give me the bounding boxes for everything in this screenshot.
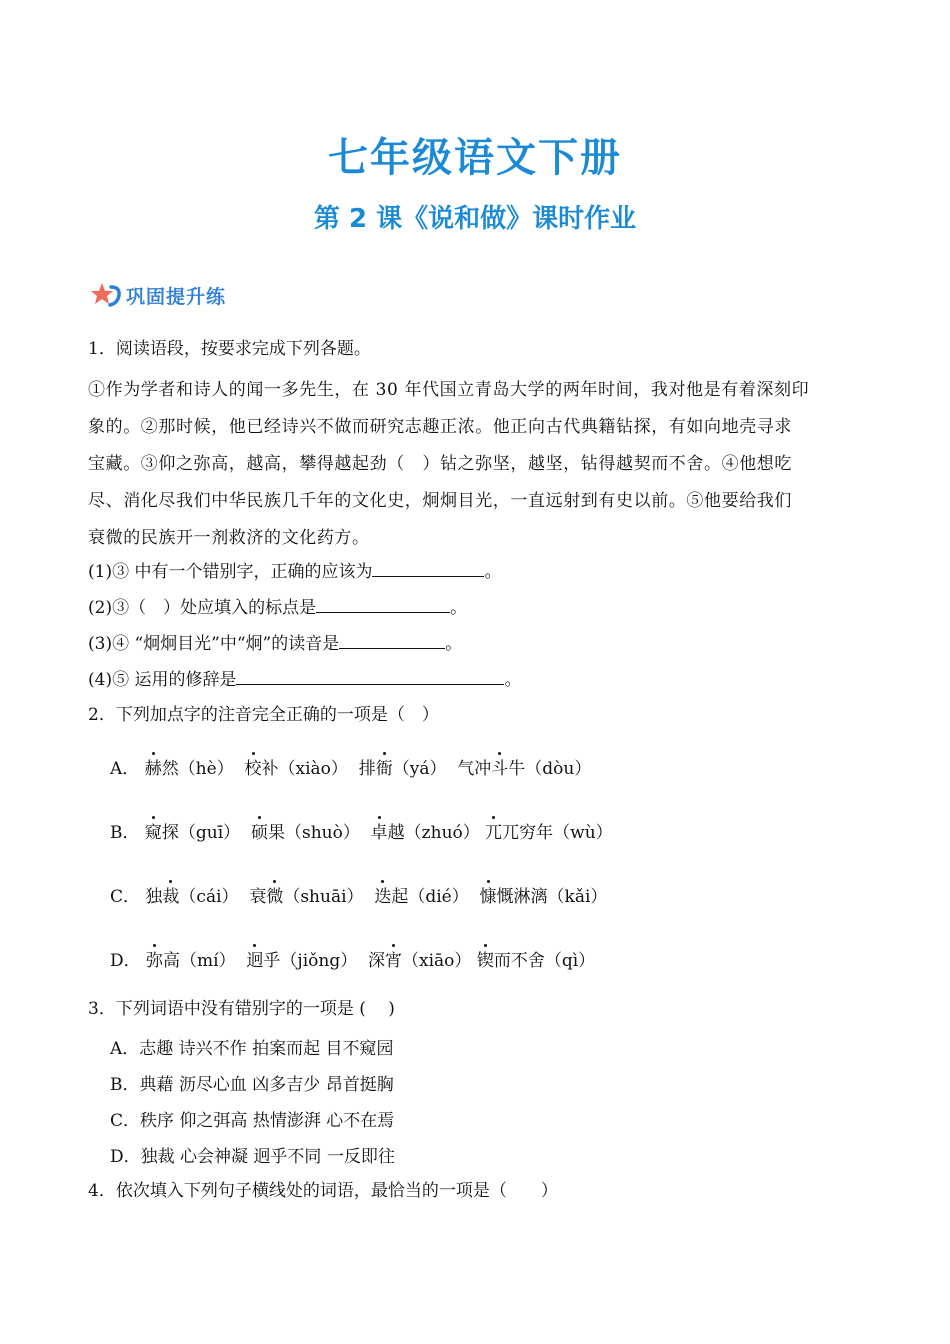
- answer-blank[interactable]: [316, 596, 450, 613]
- period: 。: [445, 634, 463, 654]
- q1-sub2: [88, 596, 467, 619]
- q1-stem: 1．阅读语段，按要求完成下列各题。: [88, 339, 371, 359]
- q1-sub2-text: (2)③（ ）处应填入的标点是: [88, 598, 317, 618]
- q2-option-d[interactable]: D． 弥高（mí） 迥乎（jiǒng） 深宵（xiāo） 锲而不舍（qì）: [110, 951, 596, 971]
- q1-sub3: [88, 632, 462, 655]
- q3-option-a[interactable]: A．志趣 诗兴不作 拍案而起 目不窥园: [110, 1039, 394, 1059]
- q2-option-b[interactable]: B． 窥探（guī） 硕果（shuò） 卓越（zhuó） 兀兀穷年（wù）: [110, 823, 613, 843]
- q3-option-b[interactable]: B．典藉 沥尽心血 凶多吉少 昂首挺胸: [110, 1075, 394, 1095]
- period: 。: [450, 598, 468, 618]
- q1-sub3-text: (3)④ “炯炯目光”中“炯”的读音是: [88, 634, 340, 654]
- q1-sub4: [88, 668, 521, 691]
- q1-passage-line: 象的。②那时候，他已经诗兴不做而研究志趣正浓。他正向古代典籍钻探，有如向地壳寻求: [88, 417, 792, 437]
- q1-sub4-text: (4)⑤ 运用的修辞是: [88, 670, 237, 690]
- q1-passage-line: ①作为学者和诗人的闻一多先生，在 30 年代国立青岛大学的两年时间，我对他是有着深刻印: [88, 380, 810, 400]
- star-badge-icon: [90, 281, 124, 309]
- q2-stem: 2．下列加点字的注音完全正确的一项是（ ）: [88, 705, 439, 725]
- section-label: 巩固提升练: [126, 285, 227, 308]
- page-title: 七年级语文下册: [328, 135, 622, 181]
- period: 。: [484, 562, 502, 582]
- section-header: [90, 280, 226, 310]
- answer-blank[interactable]: [372, 560, 484, 577]
- q1-sub1: [88, 560, 501, 583]
- q1-sub1-text: (1)③ 中有一个错别字，正确的应该为: [88, 562, 373, 582]
- answer-blank[interactable]: [339, 632, 445, 649]
- q3-option-d[interactable]: D．独裁 心会神凝 迥乎不同 一反即往: [110, 1147, 395, 1167]
- q1-passage-line: 衰微的民族开一剂救济的文化药方。: [88, 528, 370, 548]
- q3-option-c[interactable]: C．秩序 仰之弭高 热情澎湃 心不在焉: [110, 1111, 395, 1131]
- q1-passage-line: 宝藏。③仰之弥高，越高，攀得越起劲（ ）钻之弥坚，越坚，钻得越契而不舍。④他想吃: [88, 454, 792, 474]
- period: 。: [504, 670, 522, 690]
- q1-passage-line: 尽、消化尽我们中华民族几千年的文化史，炯炯目光，一直远射到有史以前。⑤他要给我们: [88, 491, 792, 511]
- q3-stem: 3．下列词语中没有错别字的一项是 ( ): [88, 999, 395, 1019]
- q2-option-c[interactable]: C． 独裁（cái） 衰微（shuāi） 迭起（dié） 慷慨淋漓（kǎi）: [110, 887, 608, 907]
- q4-stem: 4．依次填入下列句子横线处的词语，最恰当的一项是（ ）: [88, 1181, 558, 1201]
- page-subtitle: 第 2 课《说和做》课时作业: [313, 204, 637, 234]
- answer-blank[interactable]: [236, 668, 504, 685]
- q2-option-a[interactable]: A． 赫然（hè） 校补（xiào） 排衙（yá） 气冲斗牛（dòu）: [110, 759, 592, 779]
